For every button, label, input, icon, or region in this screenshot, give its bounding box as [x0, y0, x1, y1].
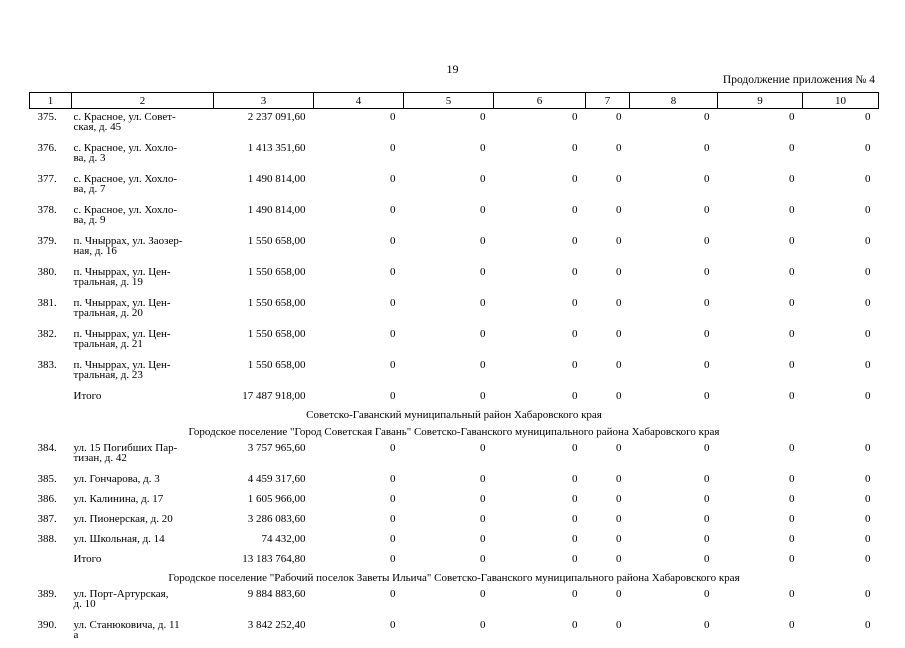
value-cell-col-5: 0	[404, 617, 494, 648]
table-row	[30, 202, 879, 233]
value-cell-col-8: 0	[630, 586, 718, 617]
amount-cell: 1 413 351,60	[214, 140, 314, 171]
address-cell	[72, 440, 214, 471]
address-line: с. Красное, ул. Хохло-	[74, 174, 214, 184]
value-cell-col-10: 0	[803, 617, 879, 648]
address-line: ул. Калинина, д. 17	[74, 494, 214, 504]
value-cell-col-8: 0	[630, 326, 718, 357]
address-line: п. Чныррах, ул. Цен-	[74, 267, 214, 277]
value-cell-col-7: 0	[586, 586, 630, 617]
value-cell-col-9: 0	[718, 440, 803, 471]
value-cell-col-4: 0	[314, 551, 404, 569]
address-cell	[72, 295, 214, 326]
amount-cell: 1 490 814,00	[214, 202, 314, 233]
appendix-table	[29, 92, 879, 648]
value-cell-col-6: 0	[494, 202, 586, 233]
value-cell-col-8: 0	[630, 491, 718, 511]
value-cell-col-4: 0	[314, 233, 404, 264]
value-cell-col-5: 0	[404, 264, 494, 295]
value-cell-col-4: 0	[314, 326, 404, 357]
row-number: 380.	[30, 264, 72, 295]
value-cell-col-4: 0	[314, 140, 404, 171]
value-cell-col-6: 0	[494, 531, 586, 551]
section-heading-row	[30, 423, 879, 440]
row-number: 381.	[30, 295, 72, 326]
address-cell	[72, 140, 214, 171]
table-row	[30, 357, 879, 388]
value-cell-col-8: 0	[630, 551, 718, 569]
amount-cell: 1 490 814,00	[214, 171, 314, 202]
value-cell-col-7: 0	[586, 440, 630, 471]
table-body	[30, 109, 879, 648]
address-line: п. Чныррах, ул. Цен-	[74, 360, 214, 370]
amount-cell: 4 459 317,60	[214, 471, 314, 491]
section-heading: Городское поселение "Рабочий поселок Заветы Ильича" Советско-Гаванского муниципального района Хабаровского края	[30, 569, 879, 586]
value-cell-col-4: 0	[314, 586, 404, 617]
address-line: Итого	[74, 554, 214, 564]
row-number: 378.	[30, 202, 72, 233]
address-line: ул. Пионерская, д. 20	[74, 514, 214, 524]
value-cell-col-9: 0	[718, 326, 803, 357]
address-line: п. Чныррах, ул. Заозер-	[74, 236, 214, 246]
value-cell-col-5: 0	[404, 471, 494, 491]
value-cell-col-6: 0	[494, 471, 586, 491]
amount-cell: 3 286 083,60	[214, 511, 314, 531]
section-heading: Городское поселение "Город Советская Гавань" Советско-Гаванского муниципального района Хабаровского края	[30, 423, 879, 440]
address-cell	[72, 551, 214, 569]
value-cell-col-6: 0	[494, 109, 586, 141]
value-cell-col-10: 0	[803, 171, 879, 202]
value-cell-col-5: 0	[404, 551, 494, 569]
value-cell-col-7: 0	[586, 491, 630, 511]
table-row	[30, 233, 879, 264]
value-cell-col-9: 0	[718, 233, 803, 264]
amount-cell: 13 183 764,80	[214, 551, 314, 569]
value-cell-col-6: 0	[494, 491, 586, 511]
address-line: ул. Порт-Артурская,	[74, 589, 214, 599]
table-row	[30, 586, 879, 617]
table-row	[30, 531, 879, 551]
value-cell-col-9: 0	[718, 586, 803, 617]
value-cell-col-5: 0	[404, 140, 494, 171]
value-cell-col-9: 0	[718, 109, 803, 141]
table-row	[30, 109, 879, 141]
value-cell-col-5: 0	[404, 171, 494, 202]
header-row	[30, 93, 879, 109]
value-cell-col-7: 0	[586, 233, 630, 264]
value-cell-col-4: 0	[314, 109, 404, 141]
value-cell-col-9: 0	[718, 491, 803, 511]
amount-cell: 1 550 658,00	[214, 295, 314, 326]
value-cell-col-8: 0	[630, 202, 718, 233]
value-cell-col-6: 0	[494, 233, 586, 264]
amount-cell: 17 487 918,00	[214, 388, 314, 406]
value-cell-col-9: 0	[718, 171, 803, 202]
value-cell-col-4: 0	[314, 617, 404, 648]
address-cell	[72, 471, 214, 491]
value-cell-col-9: 0	[718, 264, 803, 295]
value-cell-col-8: 0	[630, 440, 718, 471]
address-line: ва, д. 3	[74, 153, 214, 163]
address-cell	[72, 233, 214, 264]
value-cell-col-10: 0	[803, 388, 879, 406]
total-row	[30, 388, 879, 406]
address-cell	[72, 586, 214, 617]
value-cell-col-4: 0	[314, 357, 404, 388]
value-cell-col-7: 0	[586, 617, 630, 648]
row-number: 389.	[30, 586, 72, 617]
value-cell-col-10: 0	[803, 440, 879, 471]
value-cell-col-9: 0	[718, 511, 803, 531]
row-number: 388.	[30, 531, 72, 551]
address-cell	[72, 511, 214, 531]
col-header-1: 1	[30, 93, 72, 109]
page-number: 19	[0, 62, 905, 77]
table-row	[30, 617, 879, 648]
value-cell-col-8: 0	[630, 471, 718, 491]
address-cell	[72, 357, 214, 388]
value-cell-col-9: 0	[718, 471, 803, 491]
section-heading-row	[30, 406, 879, 423]
address-line: с. Красное, ул. Хохло-	[74, 205, 214, 215]
row-number: 387.	[30, 511, 72, 531]
address-line: ул. 15 Погибших Пар-	[74, 443, 214, 453]
total-row	[30, 551, 879, 569]
col-header-9: 9	[718, 93, 803, 109]
value-cell-col-7: 0	[586, 326, 630, 357]
value-cell-col-6: 0	[494, 551, 586, 569]
address-line: Итого	[74, 391, 214, 401]
value-cell-col-8: 0	[630, 140, 718, 171]
col-header-4: 4	[314, 93, 404, 109]
table-row	[30, 264, 879, 295]
address-cell	[72, 326, 214, 357]
table-row	[30, 295, 879, 326]
value-cell-col-5: 0	[404, 326, 494, 357]
address-line: тральная, д. 20	[74, 308, 214, 318]
value-cell-col-5: 0	[404, 233, 494, 264]
value-cell-col-7: 0	[586, 388, 630, 406]
value-cell-col-7: 0	[586, 531, 630, 551]
value-cell-col-8: 0	[630, 388, 718, 406]
value-cell-col-8: 0	[630, 264, 718, 295]
table-row	[30, 491, 879, 511]
col-header-6: 6	[494, 93, 586, 109]
value-cell-col-9: 0	[718, 388, 803, 406]
address-line: ул. Гончарова, д. 3	[74, 474, 214, 484]
value-cell-col-10: 0	[803, 202, 879, 233]
value-cell-col-6: 0	[494, 140, 586, 171]
value-cell-col-7: 0	[586, 109, 630, 141]
value-cell-col-4: 0	[314, 471, 404, 491]
col-header-5: 5	[404, 93, 494, 109]
value-cell-col-4: 0	[314, 491, 404, 511]
value-cell-col-8: 0	[630, 511, 718, 531]
table-row	[30, 140, 879, 171]
value-cell-col-7: 0	[586, 511, 630, 531]
amount-cell: 1 550 658,00	[214, 233, 314, 264]
continuation-note: Продолжение приложения № 4	[723, 74, 875, 86]
value-cell-col-5: 0	[404, 440, 494, 471]
row-number: 382.	[30, 326, 72, 357]
table-row	[30, 471, 879, 491]
value-cell-col-6: 0	[494, 511, 586, 531]
value-cell-col-4: 0	[314, 511, 404, 531]
address-line: ная, д. 16	[74, 246, 214, 256]
value-cell-col-10: 0	[803, 109, 879, 141]
row-number: 376.	[30, 140, 72, 171]
row-number: 377.	[30, 171, 72, 202]
address-line: тральная, д. 21	[74, 339, 214, 349]
address-line: п. Чныррах, ул. Цен-	[74, 329, 214, 339]
row-number: 384.	[30, 440, 72, 471]
value-cell-col-4: 0	[314, 295, 404, 326]
amount-cell: 9 884 883,60	[214, 586, 314, 617]
section-heading: Советско-Гаванский муниципальный район Хабаровского края	[30, 406, 879, 423]
row-number: 386.	[30, 491, 72, 511]
value-cell-col-4: 0	[314, 531, 404, 551]
address-line: п. Чныррах, ул. Цен-	[74, 298, 214, 308]
value-cell-col-10: 0	[803, 531, 879, 551]
value-cell-col-9: 0	[718, 551, 803, 569]
address-line: тизан, д. 42	[74, 453, 214, 463]
col-header-2: 2	[72, 93, 214, 109]
value-cell-col-5: 0	[404, 491, 494, 511]
table-row	[30, 511, 879, 531]
row-number: 385.	[30, 471, 72, 491]
value-cell-col-10: 0	[803, 233, 879, 264]
amount-cell: 1 550 658,00	[214, 326, 314, 357]
col-header-7: 7	[586, 93, 630, 109]
col-header-8: 8	[630, 93, 718, 109]
value-cell-col-5: 0	[404, 388, 494, 406]
value-cell-col-10: 0	[803, 264, 879, 295]
value-cell-col-8: 0	[630, 171, 718, 202]
col-header-3: 3	[214, 93, 314, 109]
address-cell	[72, 531, 214, 551]
address-cell	[72, 491, 214, 511]
value-cell-col-7: 0	[586, 357, 630, 388]
value-cell-col-7: 0	[586, 295, 630, 326]
value-cell-col-6: 0	[494, 171, 586, 202]
table-row	[30, 440, 879, 471]
value-cell-col-6: 0	[494, 440, 586, 471]
value-cell-col-6: 0	[494, 264, 586, 295]
value-cell-col-10: 0	[803, 140, 879, 171]
value-cell-col-10: 0	[803, 586, 879, 617]
address-cell	[72, 109, 214, 141]
value-cell-col-6: 0	[494, 586, 586, 617]
value-cell-col-6: 0	[494, 295, 586, 326]
row-number: 379.	[30, 233, 72, 264]
value-cell-col-10: 0	[803, 511, 879, 531]
amount-cell: 1 550 658,00	[214, 264, 314, 295]
table-row	[30, 326, 879, 357]
value-cell-col-4: 0	[314, 440, 404, 471]
address-line: д. 10	[74, 599, 214, 609]
value-cell-col-8: 0	[630, 357, 718, 388]
value-cell-col-4: 0	[314, 264, 404, 295]
row-number: 383.	[30, 357, 72, 388]
value-cell-col-9: 0	[718, 202, 803, 233]
value-cell-col-8: 0	[630, 531, 718, 551]
row-number	[30, 388, 72, 406]
address-cell	[72, 202, 214, 233]
value-cell-col-5: 0	[404, 357, 494, 388]
value-cell-col-9: 0	[718, 140, 803, 171]
value-cell-col-5: 0	[404, 202, 494, 233]
value-cell-col-8: 0	[630, 617, 718, 648]
value-cell-col-7: 0	[586, 140, 630, 171]
amount-cell: 1 605 966,00	[214, 491, 314, 511]
address-cell	[72, 171, 214, 202]
address-line: тральная, д. 19	[74, 277, 214, 287]
row-number: 375.	[30, 109, 72, 141]
table-row	[30, 171, 879, 202]
amount-cell: 3 757 965,60	[214, 440, 314, 471]
value-cell-col-9: 0	[718, 357, 803, 388]
address-line: с. Красное, ул. Совет-	[74, 112, 214, 122]
col-header-10: 10	[803, 93, 879, 109]
row-number: 390.	[30, 617, 72, 648]
address-line: с. Красное, ул. Хохло-	[74, 143, 214, 153]
value-cell-col-8: 0	[630, 295, 718, 326]
amount-cell: 3 842 252,40	[214, 617, 314, 648]
value-cell-col-5: 0	[404, 586, 494, 617]
address-line: ская, д. 45	[74, 122, 214, 132]
value-cell-col-5: 0	[404, 531, 494, 551]
value-cell-col-9: 0	[718, 295, 803, 326]
address-line: ул. Станюковича, д. 11	[74, 620, 214, 630]
value-cell-col-4: 0	[314, 171, 404, 202]
amount-cell: 74 432,00	[214, 531, 314, 551]
value-cell-col-10: 0	[803, 326, 879, 357]
value-cell-col-10: 0	[803, 295, 879, 326]
value-cell-col-5: 0	[404, 511, 494, 531]
value-cell-col-4: 0	[314, 202, 404, 233]
value-cell-col-5: 0	[404, 295, 494, 326]
address-cell	[72, 388, 214, 406]
value-cell-col-10: 0	[803, 357, 879, 388]
address-line: ва, д. 9	[74, 215, 214, 225]
address-line: а	[74, 630, 214, 640]
value-cell-col-4: 0	[314, 388, 404, 406]
row-number	[30, 551, 72, 569]
value-cell-col-8: 0	[630, 109, 718, 141]
value-cell-col-10: 0	[803, 551, 879, 569]
value-cell-col-5: 0	[404, 109, 494, 141]
value-cell-col-9: 0	[718, 617, 803, 648]
value-cell-col-6: 0	[494, 617, 586, 648]
value-cell-col-6: 0	[494, 357, 586, 388]
value-cell-col-7: 0	[586, 471, 630, 491]
value-cell-col-7: 0	[586, 171, 630, 202]
address-cell	[72, 264, 214, 295]
address-cell	[72, 617, 214, 648]
value-cell-col-9: 0	[718, 531, 803, 551]
amount-cell: 2 237 091,60	[214, 109, 314, 141]
address-line: тральная, д. 23	[74, 370, 214, 380]
value-cell-col-6: 0	[494, 388, 586, 406]
value-cell-col-7: 0	[586, 551, 630, 569]
amount-cell: 1 550 658,00	[214, 357, 314, 388]
address-line: ул. Школьная, д. 14	[74, 534, 214, 544]
value-cell-col-7: 0	[586, 202, 630, 233]
value-cell-col-6: 0	[494, 326, 586, 357]
section-heading-row	[30, 569, 879, 586]
value-cell-col-10: 0	[803, 491, 879, 511]
value-cell-col-8: 0	[630, 233, 718, 264]
value-cell-col-7: 0	[586, 264, 630, 295]
address-line: ва, д. 7	[74, 184, 214, 194]
value-cell-col-10: 0	[803, 471, 879, 491]
